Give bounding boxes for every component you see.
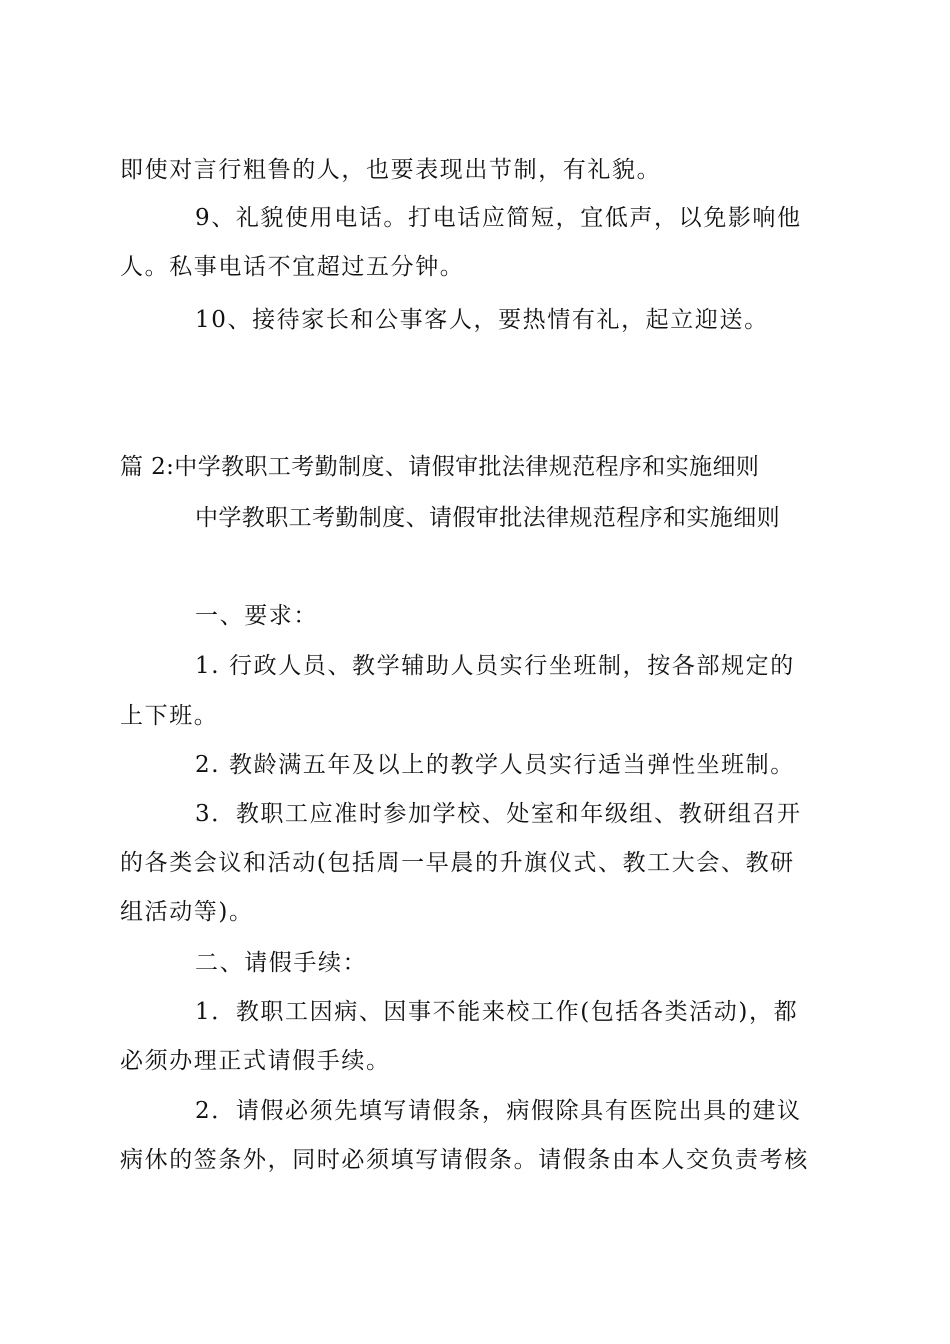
paragraph-line: 3．教职工应准时参加学校、处室和年级组、教研组召开 — [195, 801, 802, 827]
paragraph-line: 1. 行政人员、教学辅助人员实行坐班制，按各部规定的 — [195, 653, 795, 679]
paragraph-line-item-9: 9、礼貌使用电话。打电话应简短，宜低声，以免影响他 — [195, 205, 802, 231]
paragraph-line: 的各类会议和活动(包括周一早晨的升旗仪式、教工大会、教研 — [120, 850, 795, 876]
subheading-requirements: 一、要求： — [195, 603, 318, 629]
paragraph-line-item-10: 10、接待家长和公事客人，要热情有礼，起立迎送。 — [195, 307, 769, 333]
section-heading: 篇 2:中学教职工考勤制度、请假审批法律规范程序和实施细则 — [120, 454, 760, 480]
document-title: 中学教职工考勤制度、请假审批法律规范程序和实施细则 — [195, 505, 780, 531]
subheading-leave-procedure: 二、请假手续： — [195, 950, 368, 976]
paragraph-line: 即使对言行粗鲁的人，也要表现出节制，有礼貌。 — [120, 157, 662, 183]
paragraph-line: 上下班。 — [120, 703, 219, 729]
paragraph-line: 人。私事电话不宜超过五分钟。 — [120, 254, 465, 280]
paragraph-line: 2. 教龄满五年及以上的教学人员实行适当弹性坐班制。 — [195, 752, 795, 778]
paragraph-line: 病休的签条外，同时必须填写请假条。请假条由本人交负责考核 — [120, 1147, 809, 1173]
paragraph-line: 1．教职工因病、因事不能来校工作(包括各类活动)，都 — [195, 999, 799, 1025]
paragraph-line: 组活动等)。 — [120, 899, 254, 925]
paragraph-line: 2．请假必须先填写请假条，病假除具有医院出具的建议 — [195, 1098, 802, 1124]
paragraph-line: 必须办理正式请假手续。 — [120, 1048, 391, 1074]
